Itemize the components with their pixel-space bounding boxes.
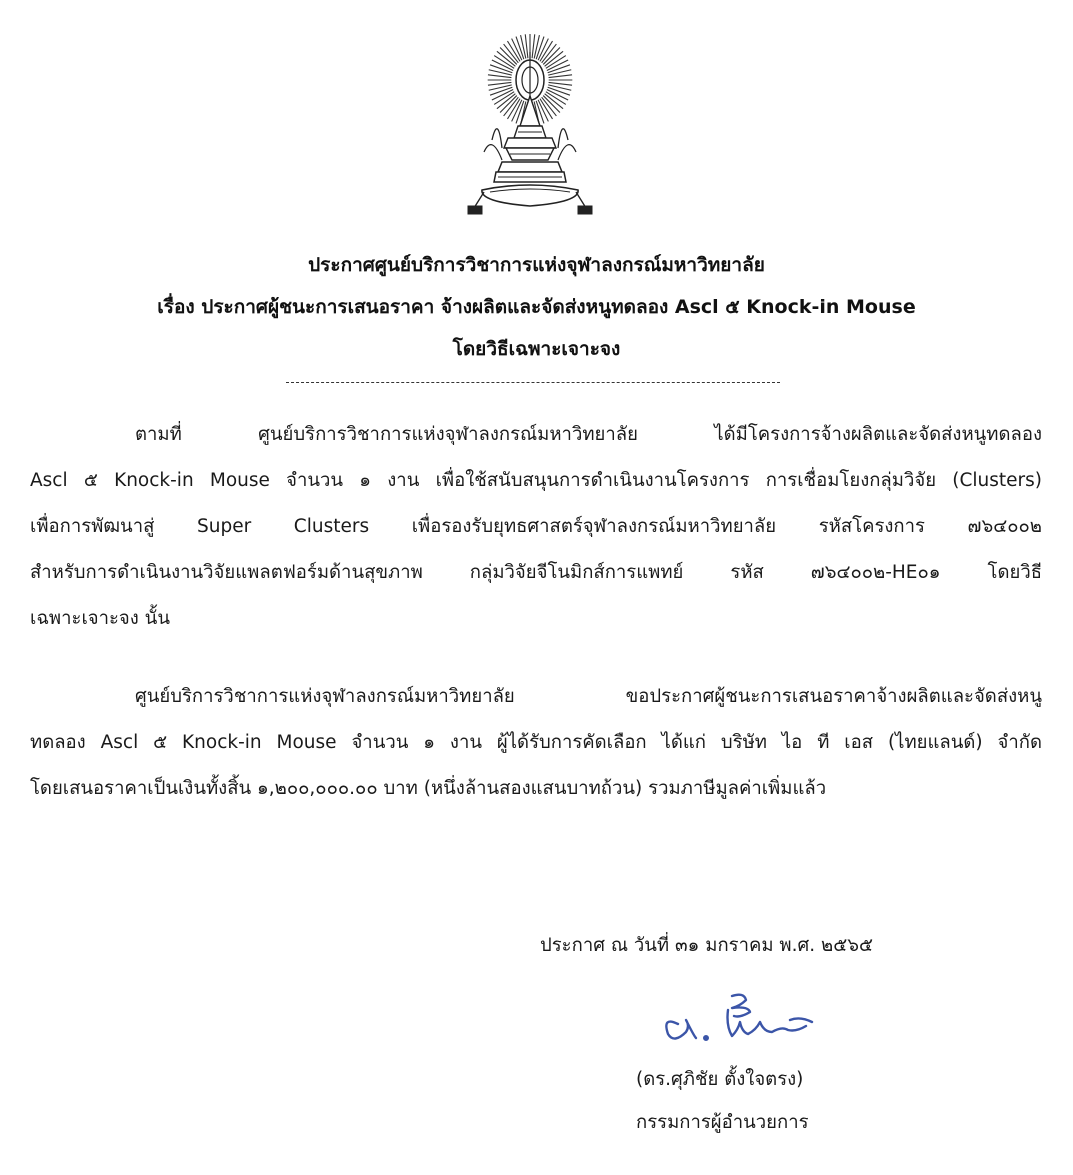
signer-name: (ดร.ศุภิชัย ตั้งใจตรง) [636, 1069, 804, 1090]
title-line-method: โดยวิธีเฉพาะเจาะจง [452, 338, 621, 360]
title-line-organization: ประกาศศูนย์บริการวิชาการแห่งจุฬาลงกรณ์มหาวิทยาลัย [308, 254, 765, 276]
handwritten-signature-icon [656, 986, 826, 1050]
paragraph-line: ตามที่ ศูนย์บริการวิชาการแห่งจุฬาลงกรณ์มหาวิทยาลัย ได้มีโครงการจ้างผลิตและจัดส่งหนูทดลอง [135, 424, 1042, 445]
announcement-date: ประกาศ ณ วันที่ ๓๑ มกราคม พ.ศ. ๒๕๖๕ [540, 935, 873, 956]
paragraph-line: สำหรับการดำเนินงานวิจัยแพลตฟอร์มด้านสุขภาพ กลุ่มวิจัยจีโนมิกส์การแพทย์ รหัส ๗๖๔๐๐๒-HE๐๑ โดยวิธี [30, 562, 1042, 583]
paragraph-line: โดยเสนอราคาเป็นเงินทั้งสิ้น ๑,๒๐๐,๐๐๐.๐๐ บาท (หนึ่งล้านสองแสนบาทถ้วน) รวมภาษีมูลค่าเพิ่มแล้ว [30, 778, 827, 799]
paragraph-line: ทดลอง Ascl ๕ Knock-in Mouse จำนวน ๑ งาน ผู้ได้รับการคัดเลือก ได้แก่ บริษัท ไอ ที เอส (ไทยแลนด์) จำกัด [30, 732, 1042, 753]
paragraph-line: เพื่อการพัฒนาสู่ Super Clusters เพื่อรองรับยุทธศาสตร์จุฬาลงกรณ์มหาวิทยาลัย รหัสโครงการ ๗๖๔๐๐๒ [30, 516, 1042, 537]
paragraph-line: ศูนย์บริการวิชาการแห่งจุฬาลงกรณ์มหาวิทยาลัย ขอประกาศผู้ชนะการเสนอราคาจ้างผลิตและจัดส่งหนู [135, 686, 1042, 707]
paragraph-project-background [30, 412, 1042, 642]
title-divider [286, 382, 780, 383]
announcement-title [0, 244, 1073, 370]
paragraph-line: Ascl ๕ Knock-in Mouse จำนวน ๑ งาน เพื่อใช้สนับสนุนการดำเนินงานโครงการ การเชื่อมโยงกลุ่มวิจัย (Clusters) [30, 470, 1042, 491]
signer-title: กรรมการผู้อำนวยการ [636, 1112, 809, 1133]
chulalongkorn-emblem-icon [462, 22, 598, 222]
paragraph-line: เฉพาะเจาะจง นั้น [30, 608, 170, 629]
title-line-subject: เรื่อง ประกาศผู้ชนะการเสนอราคา จ้างผลิตและจัดส่งหนูทดลอง Ascl ๕ Knock-in Mouse [157, 296, 916, 318]
paragraph-winner-announcement [30, 674, 1042, 812]
